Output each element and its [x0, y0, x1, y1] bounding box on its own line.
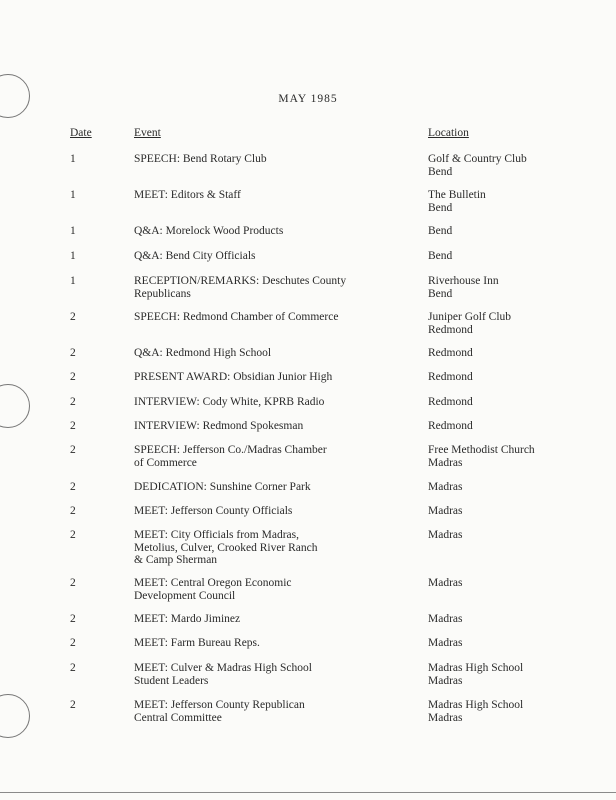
row-event: Q&A: Bend City Officials: [134, 250, 256, 262]
row-location: Free Methodist Church Madras: [428, 444, 535, 469]
row-date: 2: [70, 481, 76, 493]
row-event: MEET: City Officials from Madras, Metolius, Culver, Crooked River Ranch & Camp Sherman: [134, 529, 318, 566]
row-location: Madras High School Madras: [428, 662, 524, 687]
row-event: MEET: Farm Bureau Reps.: [134, 637, 260, 649]
row-event: MEET: Jefferson County Republican Central Committee: [134, 699, 305, 724]
row-date: 1: [70, 225, 76, 237]
row-location: Redmond: [428, 420, 473, 432]
row-location: Madras: [428, 529, 463, 541]
row-event: INTERVIEW: Redmond Spokesman: [134, 420, 304, 432]
row-location: Golf & Country Club Bend: [428, 153, 527, 178]
row-location: Madras: [428, 613, 463, 625]
row-event: MEET: Central Oregon Economic Development Council: [134, 577, 292, 602]
row-event: MEET: Jefferson County Officials: [134, 505, 293, 517]
column-header-location: Location: [428, 127, 469, 139]
row-event: PRESENT AWARD: Obsidian Junior High: [134, 371, 333, 383]
row-event: MEET: Mardo Jiminez: [134, 613, 241, 625]
row-location: Madras: [428, 481, 463, 493]
page-title: MAY 1985: [278, 93, 338, 105]
row-date: 2: [70, 699, 76, 711]
row-location: Riverhouse Inn Bend: [428, 275, 499, 300]
row-event: DEDICATION: Sunshine Corner Park: [134, 481, 311, 493]
row-date: 2: [70, 613, 76, 625]
row-event: RECEPTION/REMARKS: Deschutes County Republicans: [134, 275, 347, 300]
row-location: Madras: [428, 577, 463, 589]
row-date: 2: [70, 529, 76, 541]
row-location: The Bulletin Bend: [428, 189, 486, 214]
column-header-event: Event: [134, 127, 161, 139]
row-location: Madras High School Madras: [428, 699, 524, 724]
row-event: Q&A: Morelock Wood Products: [134, 225, 284, 237]
row-date: 2: [70, 444, 76, 456]
row-date: 2: [70, 396, 76, 408]
punch-hole: [0, 384, 30, 428]
row-event: Q&A: Redmond High School: [134, 347, 272, 359]
row-event: SPEECH: Jefferson Co./Madras Chamber of Commerce: [134, 444, 327, 469]
row-date: 1: [70, 189, 76, 201]
row-date: 2: [70, 347, 76, 359]
row-date: 2: [70, 371, 76, 383]
row-event: MEET: Editors & Staff: [134, 189, 241, 201]
punch-hole: [0, 694, 30, 738]
row-event: INTERVIEW: Cody White, KPRB Radio: [134, 396, 325, 408]
row-location: Madras: [428, 505, 463, 517]
page-edge-line: [0, 792, 616, 793]
row-date: 1: [70, 250, 76, 262]
row-location: Redmond: [428, 347, 473, 359]
row-location: Madras: [428, 637, 463, 649]
row-date: 2: [70, 662, 76, 674]
row-date: 2: [70, 505, 76, 517]
row-event: MEET: Culver & Madras High School Student Leaders: [134, 662, 312, 687]
row-event: SPEECH: Bend Rotary Club: [134, 153, 267, 165]
row-date: 1: [70, 275, 76, 287]
row-date: 2: [70, 577, 76, 589]
row-location: Juniper Golf Club Redmond: [428, 311, 512, 336]
row-date: 2: [70, 420, 76, 432]
row-date: 2: [70, 637, 76, 649]
row-location: Bend: [428, 225, 453, 237]
row-location: Redmond: [428, 396, 473, 408]
row-location: Bend: [428, 250, 453, 262]
row-event: SPEECH: Redmond Chamber of Commerce: [134, 311, 339, 323]
column-header-date: Date: [70, 127, 92, 139]
row-date: 2: [70, 311, 76, 323]
row-date: 1: [70, 153, 76, 165]
row-location: Redmond: [428, 371, 473, 383]
